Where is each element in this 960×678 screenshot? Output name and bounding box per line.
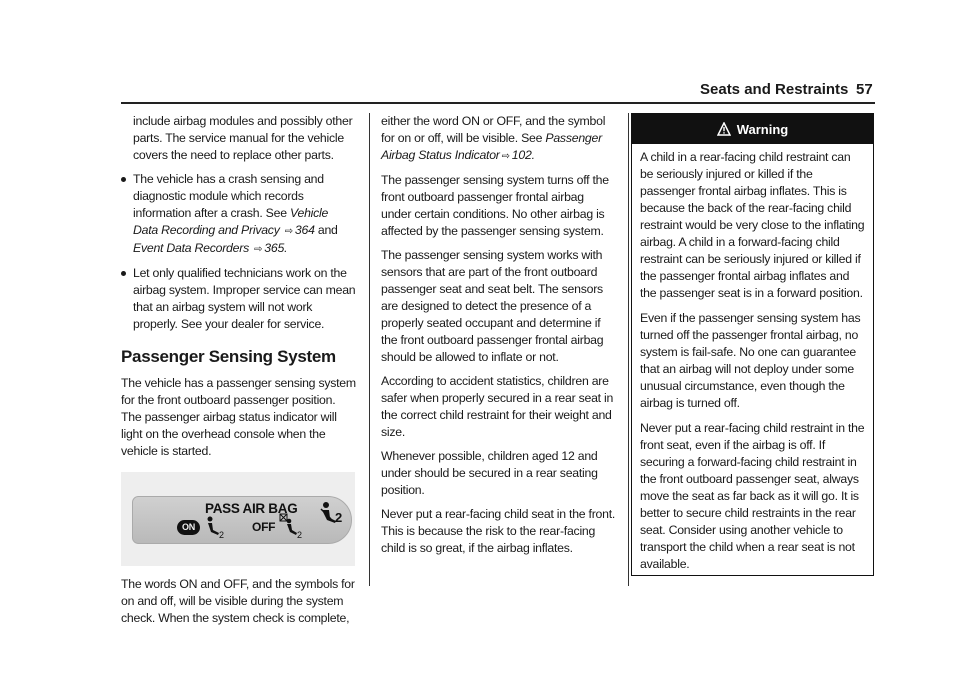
section-heading: Passenger Sensing System [121, 347, 336, 366]
bullet-text: The vehicle has a crash sensing and diagnostic module which records information after a crash. See [133, 172, 324, 220]
arrow-ref-icon: ⇨ [254, 244, 263, 255]
paragraph: According to accident statistics, children are safer when properly secured in a rear seat in the correct child restraint for their weight and size. [381, 374, 614, 439]
ref-link[interactable]: Passenger Airbag Status Indicator [381, 131, 602, 162]
arrow-ref-icon: ⇨ [284, 226, 293, 237]
on-lamp: ON [177, 520, 200, 535]
list-item [121, 113, 356, 164]
bullet-text: Let only qualified technicians work on the airbag system. Improper service can mean that an airbag system will not work properly. See your dealer for service. [133, 266, 356, 331]
column-2 [381, 113, 616, 564]
header-rule [121, 102, 875, 104]
intro-line-2: parts. The service manual for the vehicle [133, 131, 344, 145]
bullet-list [121, 113, 356, 333]
indicator-panel [132, 496, 352, 544]
ref-link[interactable]: Vehicle Data Recording and Privacy [133, 206, 329, 237]
paragraph-text: either the word ON or OFF, and the symbol for on or off, will be visible. See [381, 114, 606, 145]
arrow-ref-icon: ⇨ [501, 151, 510, 162]
page-number: 57 [856, 81, 873, 98]
warning-title: Warning [736, 121, 789, 137]
section-title: Seats and Restraints [700, 81, 849, 98]
column-divider [369, 113, 370, 586]
warning-header [632, 114, 873, 144]
list-item [121, 171, 356, 258]
warning-paragraph: A child in a rear-facing child restraint can be seriously injured or killed if the passenger frontal airbag inflates. This is because the back of the rear-facing child restraint would be very close to the inflating airbag. A child in a forward-facing child restraint can be seriously injured or killed if the passenger frontal airbag inflates and the passenger seat is in a forward position. [640, 150, 865, 300]
svg-text:2: 2 [297, 530, 302, 539]
paragraph: The words ON and OFF, and the symbols for on and off, will be visible during the system check. When the system check is complete, [121, 577, 355, 625]
warning-body [632, 144, 873, 573]
airbag-indicator-image [121, 472, 355, 566]
intro-line-1: include airbag modules and possibly other [133, 114, 353, 128]
list-item [121, 265, 356, 333]
svg-text:2: 2 [335, 510, 342, 525]
paragraph: Never put a rear-facing child seat in the front. This is because the risk to the rear-facing child is so great, if the airbag inflates. [381, 507, 616, 555]
bullet-text: and [314, 223, 338, 237]
ref-link[interactable]: Event Data Recorders [133, 241, 249, 255]
svg-text:2: 2 [219, 530, 224, 539]
bullet-icon [121, 177, 126, 182]
intro-line-3: covers the need to replace other parts. [133, 148, 334, 162]
warning-paragraph: Even if the passenger sensing system has turned off the passenger frontal airbag, no system is fail-safe. No one can guarantee that an airbag will not deploy under some unusual circumstance, even though the airbag is turned off. [640, 311, 861, 410]
seat-belt-icon [317, 500, 347, 528]
seat-occupant-icon [203, 515, 227, 539]
ref-page[interactable]: 364 [294, 223, 315, 237]
column-1 [121, 113, 356, 634]
bullet-icon [121, 271, 126, 276]
off-label: OFF [252, 520, 276, 534]
paragraph: The passenger sensing system turns off the front outboard passenger frontal airbag under certain conditions. No other airbag is affected by the passenger sensing system. [381, 173, 609, 238]
warning-box [631, 113, 874, 576]
warning-triangle-icon [717, 122, 731, 136]
warning-paragraph: Never put a rear-facing child restraint in the front seat, even if the airbag is off. If securing a forward-facing child restraint in the front outboard passenger seat, always move the seat as far back as it will go. It is better to secure child restraints in the rear seat. Consider using another vehicle to transport the child when a rear seat is not available. [640, 421, 865, 571]
paragraph: The passenger sensing system works with sensors that are part of the front outboard passenger seat and seat belt. The sensors are designed to detect the presence of a properly seated occupant and determine if the front outboard passenger frontal airbag should be allowed to inflate or not. [381, 248, 604, 364]
indicator-title: PASS AIR BAG [205, 501, 298, 516]
seat-occupant-off-icon [279, 513, 305, 539]
paragraph: The vehicle has a passenger sensing system for the front outboard passenger position. The passenger airbag status indicator will light on the overhead console when the vehicle is started. [121, 376, 356, 458]
ref-page[interactable]: 102. [511, 148, 535, 162]
paragraph: Whenever possible, children aged 12 and under should be secured in a rear seating position. [381, 449, 598, 497]
ref-page[interactable]: 365. [264, 241, 288, 255]
column-divider [628, 113, 629, 586]
paragraph [381, 113, 616, 165]
